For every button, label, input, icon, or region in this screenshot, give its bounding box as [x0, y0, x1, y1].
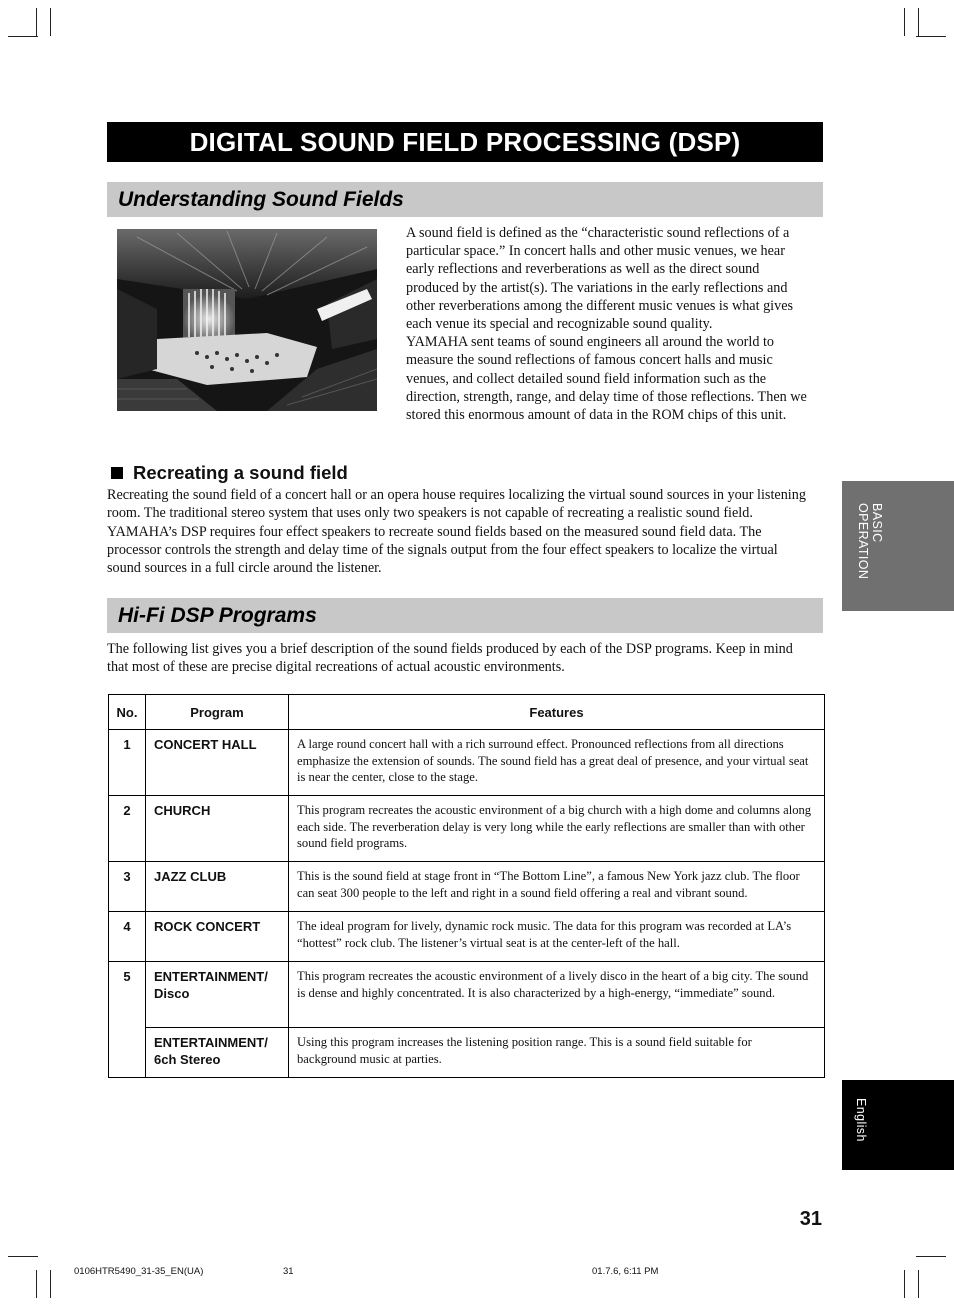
program-features: This is the sound field at stage front in “The Bottom Line”, a famous New York jazz club. The floor can seat 300 people to the left and right in a sound field offering a real and vibrant sound. — [289, 862, 825, 912]
program-features: The ideal program for lively, dynamic rock music. The data for this program was recorded at LA’s “hottest” rock club. The listener’s virtual seat is at the center-left of the hall. — [289, 912, 825, 962]
section-heading-hifi: Hi-Fi DSP Programs — [107, 598, 823, 633]
crop-mark — [916, 1256, 946, 1257]
program-name: ENTERTAINMENT/ 6ch Stereo — [146, 1028, 289, 1078]
subsection-title: Recreating a sound field — [133, 462, 348, 483]
intro-paragraph-2: YAMAHA sent teams of sound engineers all around the world to measure the sound reflections of famous concert halls and music venues, and collect detailed sound field information such as the direction, strength, range, and delay time of those reflections. Then we stored this enormous amount of data in the ROM chips of this unit. — [406, 334, 807, 424]
side-tab-basic-line2: OPERATION — [856, 503, 870, 580]
side-tab-english — [842, 1080, 954, 1170]
row-number: 5 — [109, 962, 146, 1078]
header-no: No. — [109, 695, 146, 730]
program-name: CONCERT HALL — [146, 730, 289, 796]
footer-datetime: 01.7.6, 6:11 PM — [592, 1266, 659, 1277]
row-number: 4 — [109, 912, 146, 962]
side-tab-basic-line1: BASIC — [870, 503, 884, 543]
footer-page: 31 — [283, 1266, 294, 1277]
intro-text-block — [406, 224, 814, 424]
side-tab-basic-label — [848, 503, 884, 579]
row-number: 1 — [109, 730, 146, 796]
footer-file: 0106HTR5490_31-35_EN(UA) — [74, 1266, 204, 1277]
table-row — [109, 796, 825, 862]
crop-mark — [904, 8, 905, 36]
subsection-heading — [107, 460, 348, 486]
crop-mark — [918, 1270, 919, 1298]
table-row — [109, 730, 825, 796]
section-heading-understanding: Understanding Sound Fields — [107, 182, 823, 217]
row-number: 3 — [109, 862, 146, 912]
header-program: Program — [146, 695, 289, 730]
side-tab-basic-operation — [842, 481, 954, 611]
table-row — [109, 962, 825, 1028]
side-tab-english-label: English — [854, 1098, 868, 1142]
program-name: CHURCH — [146, 796, 289, 862]
program-features: A large round concert hall with a rich surround effect. Pronounced reflections from all directions emphasize the extension of sounds. The sound field has a great deal of presence, and your virtual seat is near the center, close to the stage. — [289, 730, 825, 796]
table-header-row — [109, 695, 825, 730]
square-bullet-icon — [111, 467, 123, 479]
hifi-intro-paragraph: The following list gives you a brief description of the sound fields produced by each of the DSP programs. Keep in mind that most of these are precise digital recreations of actual acoustic environments. — [107, 641, 793, 676]
crop-mark — [916, 36, 946, 37]
program-name: ROCK CONCERT — [146, 912, 289, 962]
crop-mark — [8, 36, 38, 37]
header-features: Features — [289, 695, 825, 730]
table-row — [109, 862, 825, 912]
dsp-programs-table — [108, 694, 825, 1078]
crop-mark — [50, 1270, 51, 1298]
program-features: Using this program increases the listening position range. This is a sound field suitable for background music at parties. — [289, 1028, 825, 1078]
concert-hall-illustration — [117, 229, 377, 411]
crop-mark — [918, 8, 919, 36]
program-name: JAZZ CLUB — [146, 862, 289, 912]
crop-mark — [36, 8, 37, 36]
recreating-paragraph: Recreating the sound field of a concert hall or an opera house requires localizing the virtual sound sources in your listening room. The traditional stereo system that uses only two speakers is not capable of recreating a realistic sound field. YAMAHA’s DSP requires four effect speakers to recreate sound fields based on the measured sound field data. The processor controls the strength and delay time of the signals output from the four effect speakers to localize the virtual sound sources in a full circle around the listener. — [107, 487, 806, 577]
table-row — [109, 1028, 825, 1078]
concert-hall-photo — [117, 229, 377, 411]
page-number: 31 — [799, 1208, 822, 1230]
row-number: 2 — [109, 796, 146, 862]
program-features: This program recreates the acoustic environment of a big church with a high dome and columns along each side. The reverberation delay is very long while the early reflections are smaller than with other sound field programs. — [289, 796, 825, 862]
program-features: This program recreates the acoustic environment of a lively disco in the heart of a big city. The sound is dense and highly concentrated. It is also characterized by a high-energy, “immediate” sound. — [289, 962, 825, 1028]
page-title: DIGITAL SOUND FIELD PROCESSING (DSP) — [107, 122, 823, 162]
program-name: ENTERTAINMENT/ Disco — [146, 962, 289, 1028]
crop-mark — [904, 1270, 905, 1298]
intro-paragraph-1: A sound field is defined as the “characteristic sound reflections of a particular space.” In concert halls and other music venues, we hear early reflections and reverberations as well as the direct sound produced by the artist(s). The variations in the early reflections and other reverberations among the different music venues is what gives each venue its special and recognizable sound quality. — [406, 225, 794, 333]
crop-mark — [36, 1270, 37, 1298]
crop-mark — [50, 8, 51, 36]
table-row — [109, 912, 825, 962]
crop-mark — [8, 1256, 38, 1257]
